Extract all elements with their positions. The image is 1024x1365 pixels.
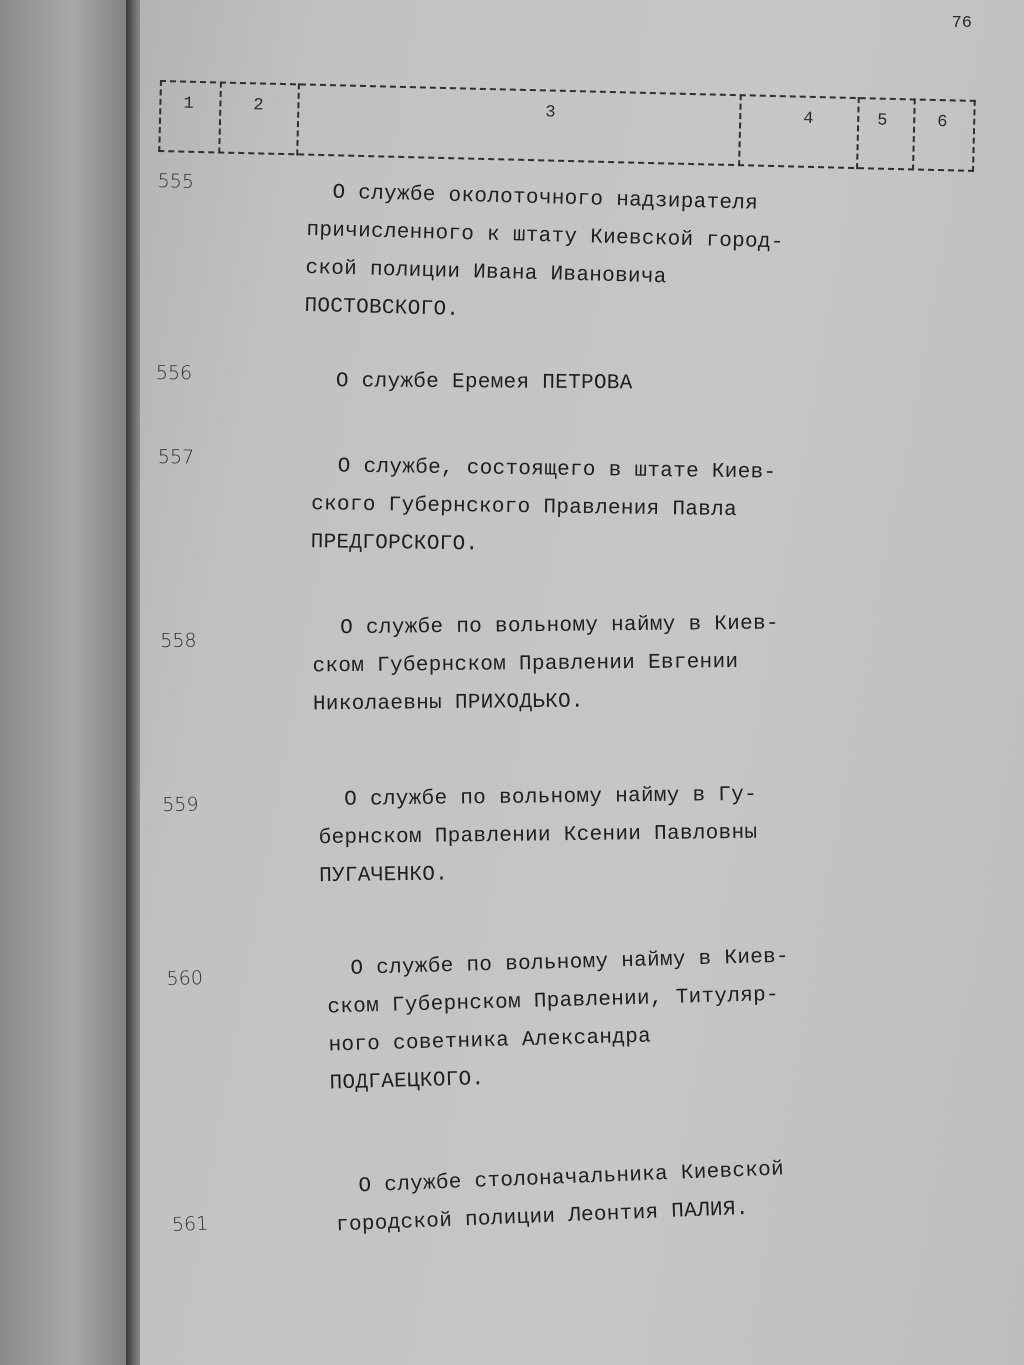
entry-line: ской полиции Ивана Ивановича (305, 256, 667, 290)
entry-line: бернском Правлении Ксении Павловны (318, 821, 758, 851)
entry-number: 556 (155, 362, 193, 385)
entry-text (318, 776, 825, 896)
entry-line: О службе по вольному найму в Киев- (350, 945, 790, 981)
entry-line: О службе, состоящего в штате Киев- (337, 455, 777, 485)
entry-text (312, 605, 821, 724)
header-col-6 (912, 98, 976, 171)
entry-number: 559 (162, 793, 199, 816)
header-col-2-label: 2 (253, 96, 264, 116)
entry-text (304, 175, 813, 340)
document-page (140, 0, 1024, 1365)
entry-line: ПУГАЧЕНКО. (319, 863, 449, 889)
entry-line: ПОДГАЕЦКОГО. (329, 1068, 485, 1096)
entry-line: О службе околоточного надзирателя (332, 181, 759, 216)
entry-number: 561 (171, 1212, 209, 1236)
header-col-5 (856, 97, 914, 170)
header-col-1-label: 1 (183, 94, 194, 114)
entry-line: ского Губернского Правления Павла (311, 493, 738, 523)
column-header-table (158, 80, 976, 172)
header-col-6-label: 6 (936, 113, 948, 133)
entry-number: 560 (166, 966, 204, 990)
entry-line: причисленного к штату Киевской город- (306, 218, 784, 255)
entry-line: городской полиции Леонтия ПАЛИЯ. (335, 1197, 750, 1238)
entry-line: ском Губернском Правлении Евгении (312, 650, 739, 679)
header-col-3 (296, 83, 740, 166)
left-page-edge (0, 0, 132, 1365)
entry-text (310, 449, 818, 570)
header-col-5-label: 5 (876, 111, 888, 131)
entry-number: 557 (157, 446, 195, 469)
entry-line: О службе по вольному найму в Киев- (340, 612, 779, 641)
entry-line: О службе столоначальника Киевской (358, 1158, 785, 1199)
entry-line: ском Губернском Правлении, Титуляр- (327, 983, 780, 1020)
entry-number: 558 (160, 629, 197, 652)
header-col-3-label: 3 (545, 103, 556, 123)
entry-number: 555 (157, 170, 195, 193)
header-col-4 (738, 94, 858, 169)
entry-text (336, 363, 816, 404)
entry-line: ного советника Александра (328, 1025, 652, 1058)
entry-line: О службе Еремея ПЕТРОВА (335, 370, 633, 396)
entry-line: Николаевны ПРИХОДЬКО. (312, 690, 585, 717)
entry-line: О службе по вольному найму в Гу- (344, 783, 758, 812)
header-col-1 (158, 80, 220, 153)
header-col-2 (218, 81, 298, 155)
entry-line: ПОСТОВСКОГО. (304, 294, 460, 322)
page-number: 76 (951, 14, 972, 33)
entry-line: ПРЕДГОРСКОГО. (310, 531, 479, 557)
entry-text (335, 1149, 841, 1244)
entry-text (327, 937, 834, 1102)
header-col-4-label: 4 (803, 109, 814, 129)
